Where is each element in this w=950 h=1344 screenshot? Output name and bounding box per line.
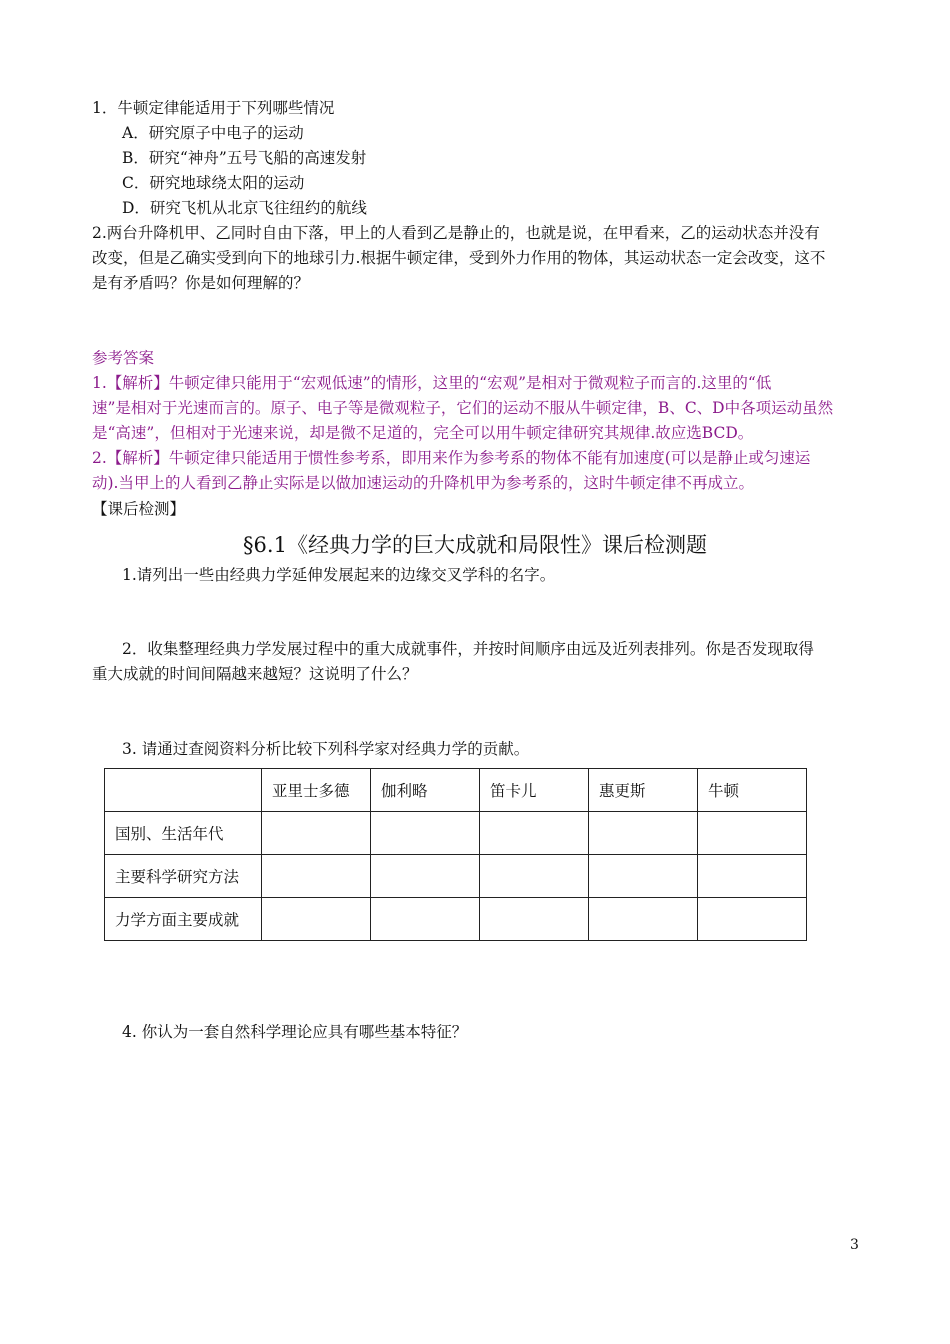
table-cell[interactable]: [698, 855, 807, 898]
answer-line-4: 2.【解析】牛顿定律只能适用于惯性参考系，即用来作为参考系的物体不能有加速度(可以是静止或匀速运: [92, 449, 811, 467]
table-cell[interactable]: [480, 855, 589, 898]
page-title: §6.1《经典力学的巨大成就和局限性》课后检测题: [243, 533, 707, 557]
table-cell[interactable]: [371, 898, 480, 941]
table-row: [105, 855, 807, 898]
table-cell[interactable]: [262, 898, 371, 941]
row-header-research-method: 主要科学研究方法: [105, 855, 262, 898]
table-cell[interactable]: [698, 898, 807, 941]
table-cell[interactable]: [262, 812, 371, 855]
question-2-line-2: 改变，但是乙确实受到向下的地球引力.根据牛顿定律，受到外力作用的物体，其运动状态一定会改变，这不: [92, 249, 826, 267]
column-header-galileo: 伽利略: [371, 769, 480, 812]
answer-line-3: 是“高速”，但相对于光速来说，却是微不足道的，完全可以用牛顿定律研究其规律.故应选BCD。: [92, 424, 754, 442]
question-1-option-a: A．研究原子中电子的运动: [122, 124, 304, 142]
table-corner-cell: [105, 769, 262, 812]
post-question-2-line-2: 重大成就的时间间隔越来越短？这说明了什么？: [92, 665, 418, 683]
table-cell[interactable]: [589, 898, 698, 941]
post-question-1: 1.请列出一些由经典力学延伸发展起来的边缘交叉学科的名字。: [122, 566, 556, 584]
answers-heading: 参考答案: [92, 349, 155, 367]
table-cell[interactable]: [698, 812, 807, 855]
question-1-stem: 1．牛顿定律能适用于下列哪些情况: [92, 99, 335, 117]
table-row: [105, 898, 807, 941]
answer-line-1: 1.【解析】牛顿定律只能用于“宏观低速”的情形，这里的“宏观”是相对于微观粒子而言的.这里的“低: [92, 374, 772, 392]
question-1-option-d: D．研究飞机从北京飞往纽约的航线: [122, 199, 367, 217]
answer-line-5: 动).当甲上的人看到乙静止实际是以做加速运动的升降机甲为参考系的，这时牛顿定律不再成立。: [92, 474, 754, 492]
post-question-3: 3. 请通过查阅资料分析比较下列科学家对经典力学的贡献。: [122, 740, 530, 758]
row-header-nationality-era: 国别、生活年代: [105, 812, 262, 855]
post-question-4: 4. 你认为一套自然科学理论应具有哪些基本特征？: [122, 1023, 468, 1041]
table-row: [105, 812, 807, 855]
table-cell[interactable]: [589, 855, 698, 898]
table-header-row: [105, 769, 807, 812]
row-header-mechanics-achievement: 力学方面主要成就: [105, 898, 262, 941]
column-header-descartes: 笛卡儿: [480, 769, 589, 812]
question-2-line-3: 是有矛盾吗？你是如何理解的？: [92, 274, 310, 292]
table-cell[interactable]: [480, 898, 589, 941]
scientist-comparison-table: [104, 768, 807, 941]
section-label: 【课后检测】: [92, 500, 186, 518]
page-number: 3: [850, 1237, 859, 1253]
table-cell[interactable]: [480, 812, 589, 855]
post-question-2-line-1: 2．收集整理经典力学发展过程中的重大成就事件，并按时间顺序由远及近列表排列。你是否发现取得: [122, 640, 814, 658]
answer-line-2: 速”是相对于光速而言的。原子、电子等是微观粒子，它们的运动不服从牛顿定律，B、C、D中各项运动虽然: [92, 399, 834, 417]
table-cell[interactable]: [371, 812, 480, 855]
column-header-aristotle: 亚里士多德: [262, 769, 371, 812]
question-2-line-1: 2.两台升降机甲、乙同时自由下落，甲上的人看到乙是静止的，也就是说，在甲看来，乙的运动状态并没有: [92, 224, 820, 242]
question-1-option-c: C．研究地球绕太阳的运动: [122, 174, 305, 192]
table-cell[interactable]: [371, 855, 480, 898]
table-cell[interactable]: [589, 812, 698, 855]
column-header-newton: 牛顿: [698, 769, 807, 812]
column-header-huygens: 惠更斯: [589, 769, 698, 812]
table-cell[interactable]: [262, 855, 371, 898]
question-1-option-b: B．研究“神舟”五号飞船的高速发射: [122, 149, 367, 167]
